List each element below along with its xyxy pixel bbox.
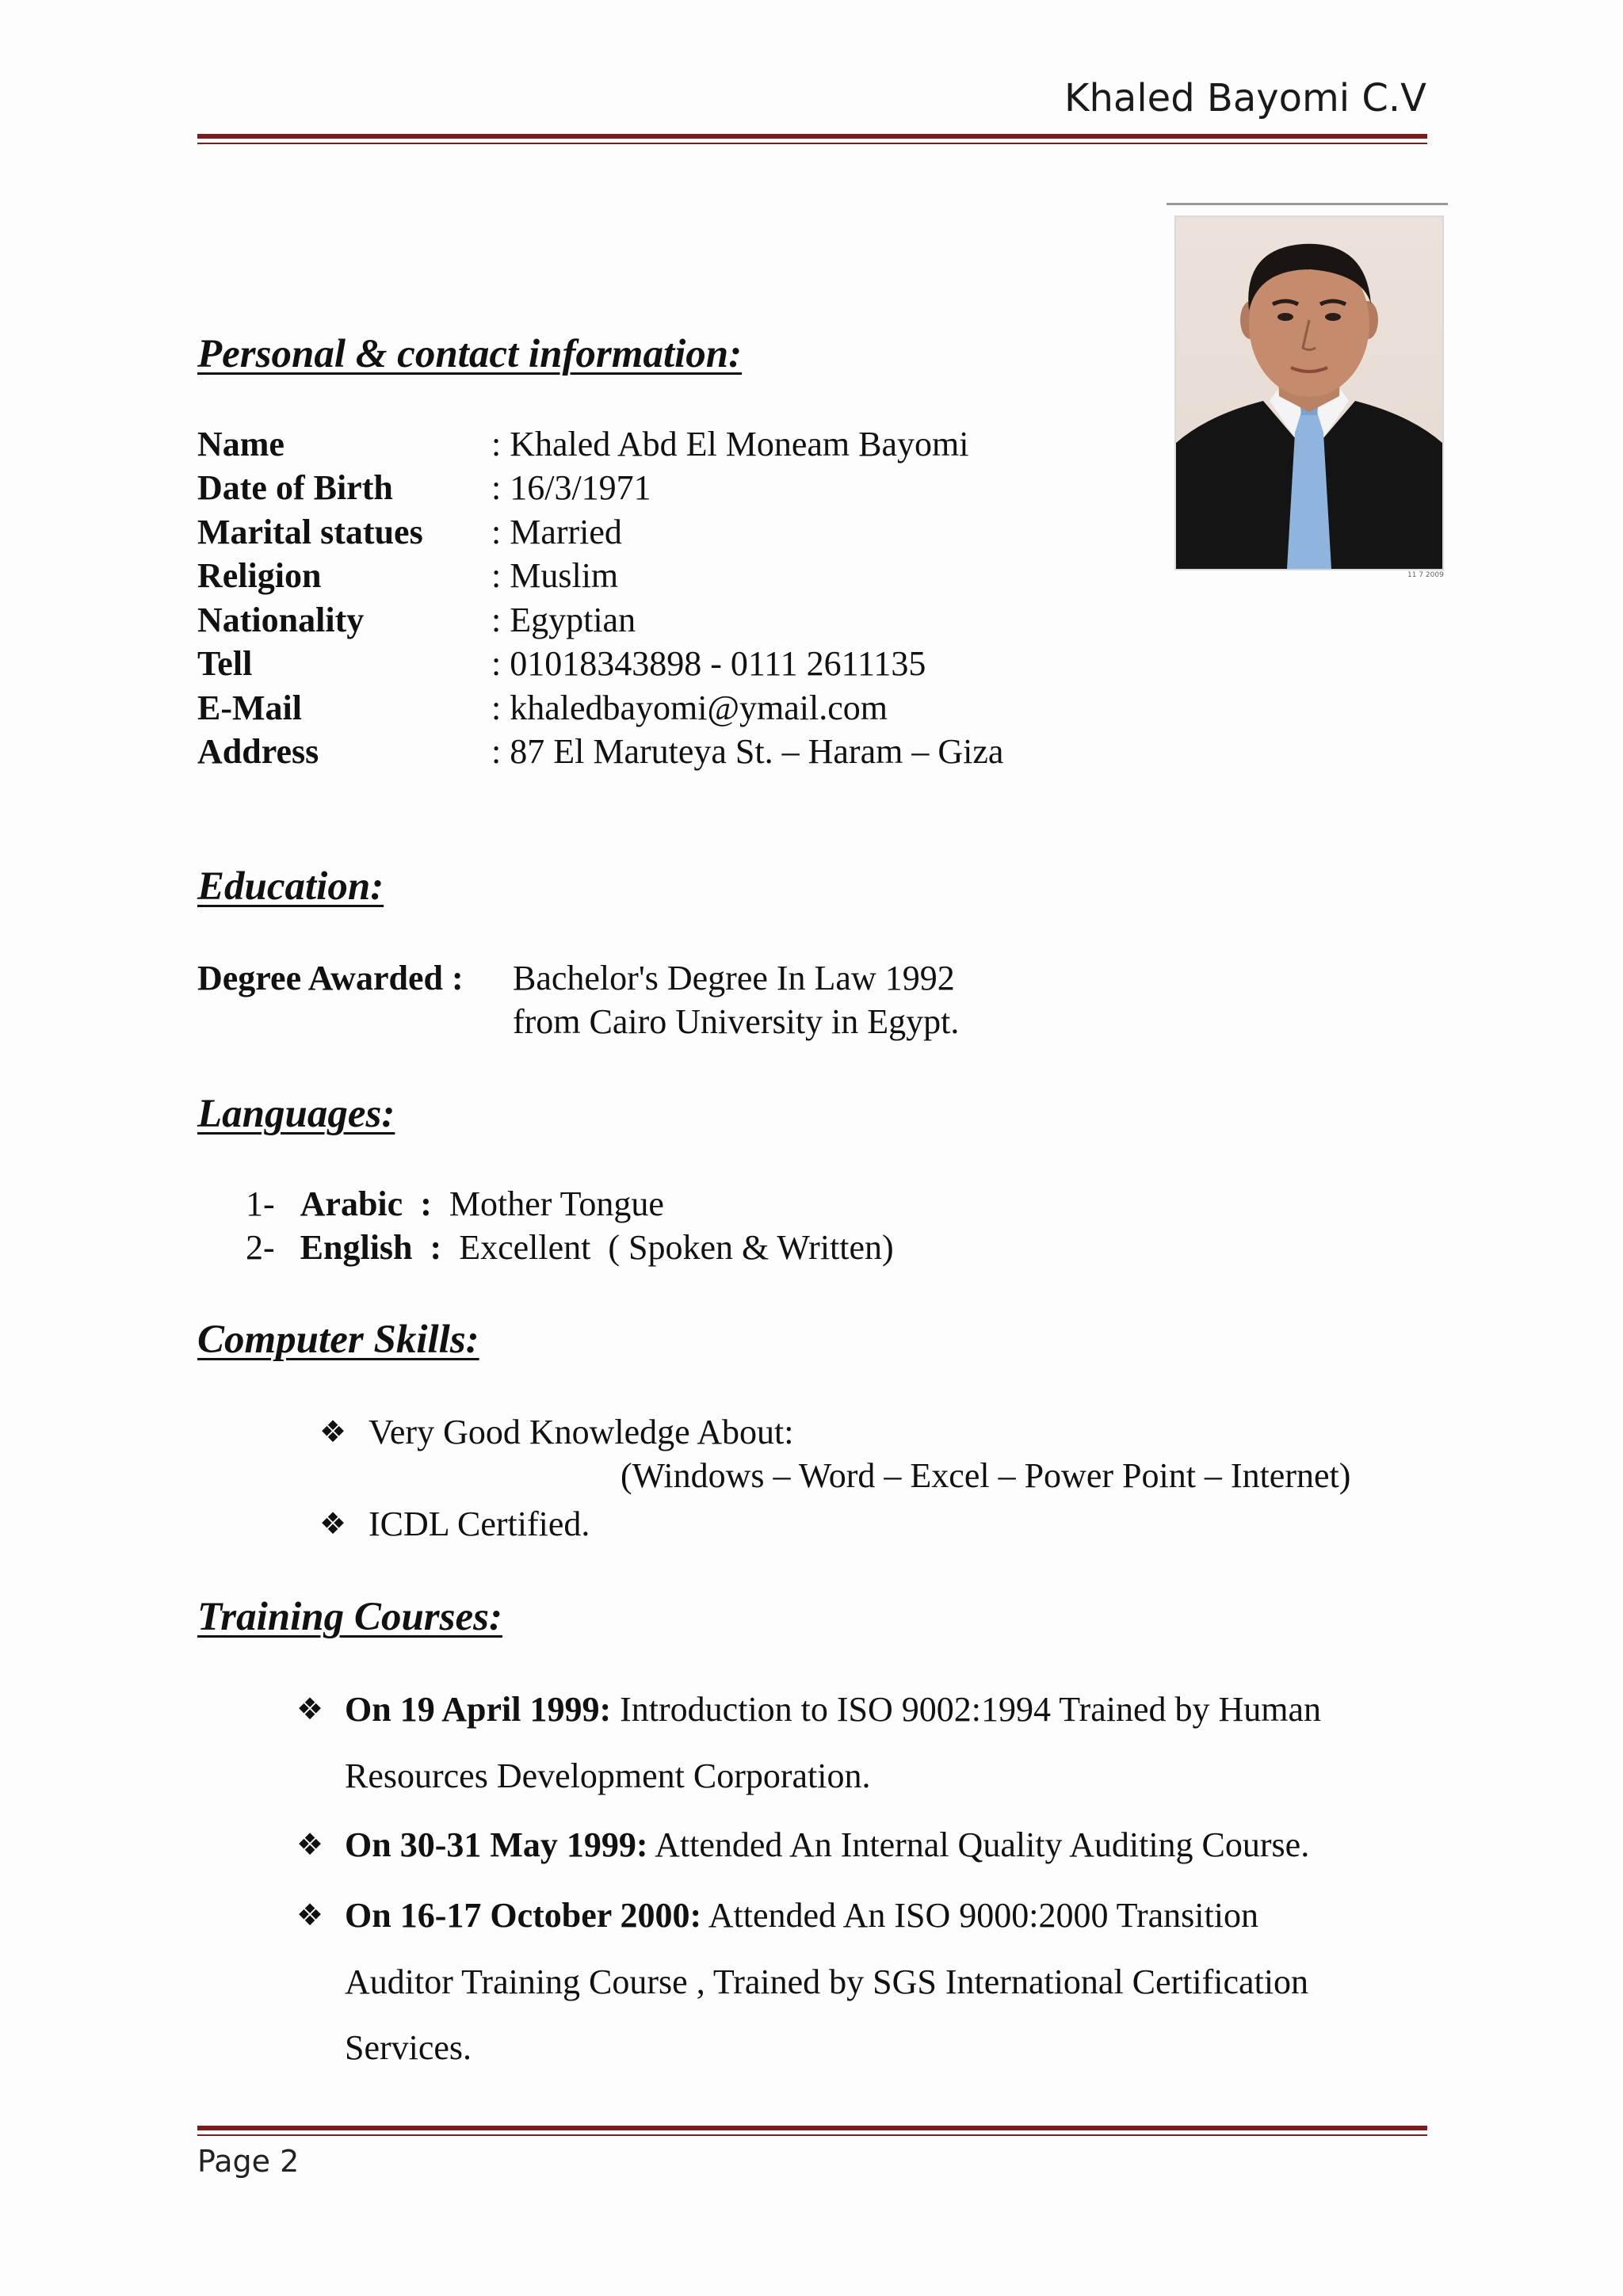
degree-line-2: from Cairo University in Egypt. bbox=[513, 1002, 960, 1041]
personal-info-heading: Personal & contact information: bbox=[197, 332, 743, 376]
photo-top-line bbox=[1167, 203, 1448, 205]
course-date: On 16-17 October 2000: bbox=[345, 1896, 702, 1935]
dob-value: : 16/3/1971 bbox=[491, 468, 651, 507]
training-course-1 bbox=[345, 1689, 1321, 1730]
computer-skill-1: Very Good Knowledge About: bbox=[369, 1413, 794, 1451]
education-heading: Education: bbox=[197, 864, 384, 909]
footer-rule-thick bbox=[197, 2126, 1427, 2130]
bullet-diamond-icon: ❖ bbox=[296, 1827, 324, 1862]
phone-value: : 01018343898 - 0111 2611135 bbox=[491, 644, 926, 683]
photo-date-caption: 11 7 2009 bbox=[1407, 571, 1444, 579]
training-course-2 bbox=[345, 1825, 1309, 1865]
course-date: On 30-31 May 1999: bbox=[345, 1825, 648, 1864]
language-number: 1- bbox=[246, 1184, 275, 1223]
training-course-3-cont-2: Services. bbox=[345, 2028, 472, 2067]
degree-label: Degree Awarded : bbox=[197, 959, 464, 997]
language-item-english bbox=[246, 1227, 894, 1268]
language-number: 2- bbox=[246, 1228, 275, 1267]
training-course-3 bbox=[345, 1895, 1258, 1936]
email-label: E-Mail bbox=[197, 688, 302, 727]
header-rule-thick bbox=[197, 134, 1427, 139]
course-text: Introduction to ISO 9002:1994 Trained by Human bbox=[611, 1690, 1322, 1729]
email-value: : khaledbayomi@ymail.com bbox=[491, 688, 888, 727]
computer-skills-heading: Computer Skills: bbox=[197, 1318, 479, 1362]
language-name: Arabic bbox=[300, 1184, 403, 1223]
dob-label: Date of Birth bbox=[197, 468, 393, 507]
profile-photo bbox=[1174, 215, 1444, 570]
religion-label: Religion bbox=[197, 556, 322, 595]
language-name: English bbox=[300, 1228, 413, 1267]
language-item-arabic bbox=[246, 1184, 664, 1224]
computer-skill-1-detail: (Windows – Word – Excel – Power Point – Internet) bbox=[621, 1456, 1351, 1495]
name-value: : Khaled Abd El Moneam Bayomi bbox=[491, 425, 969, 463]
language-level: Mother Tongue bbox=[449, 1184, 664, 1223]
degree-line-1: Bachelor's Degree In Law 1992 bbox=[513, 959, 955, 997]
course-date: On 19 April 1999: bbox=[345, 1690, 612, 1729]
marital-label: Marital statues bbox=[197, 513, 423, 551]
religion-value: : Muslim bbox=[491, 556, 619, 595]
languages-heading: Languages: bbox=[197, 1092, 395, 1136]
marital-value: : Married bbox=[491, 513, 622, 551]
address-label: Address bbox=[197, 732, 319, 771]
bullet-diamond-icon: ❖ bbox=[296, 1897, 324, 1932]
training-course-1-cont: Resources Development Corporation. bbox=[345, 1756, 871, 1795]
language-level: Excellent ( Spoken & Written) bbox=[459, 1228, 894, 1267]
page-number: Page 2 bbox=[197, 2144, 300, 2179]
phone-label: Tell bbox=[197, 644, 253, 683]
nationality-label: Nationality bbox=[197, 601, 365, 639]
header-title: Khaled Bayomi C.V bbox=[1064, 76, 1426, 120]
course-text: Attended An Internal Quality Auditing Course. bbox=[647, 1825, 1310, 1864]
bullet-diamond-icon: ❖ bbox=[319, 1506, 347, 1541]
bullet-diamond-icon: ❖ bbox=[319, 1414, 347, 1449]
address-value: : 87 El Maruteya St. – Haram – Giza bbox=[491, 732, 1004, 771]
name-label: Name bbox=[197, 425, 285, 463]
bullet-diamond-icon: ❖ bbox=[296, 1691, 324, 1726]
language-separator: : bbox=[421, 1228, 451, 1267]
nationality-value: : Egyptian bbox=[491, 601, 636, 639]
footer-rule-thin bbox=[197, 2134, 1427, 2136]
language-separator: : bbox=[411, 1184, 441, 1223]
training-course-3-cont-1: Auditor Training Course , Trained by SGS International Certification bbox=[345, 1962, 1309, 2001]
course-text: Attended An ISO 9000:2000 Transition bbox=[701, 1896, 1258, 1935]
computer-skill-2: ICDL Certified. bbox=[369, 1505, 590, 1543]
header-rule-thin bbox=[197, 143, 1427, 144]
training-heading: Training Courses: bbox=[197, 1595, 502, 1639]
